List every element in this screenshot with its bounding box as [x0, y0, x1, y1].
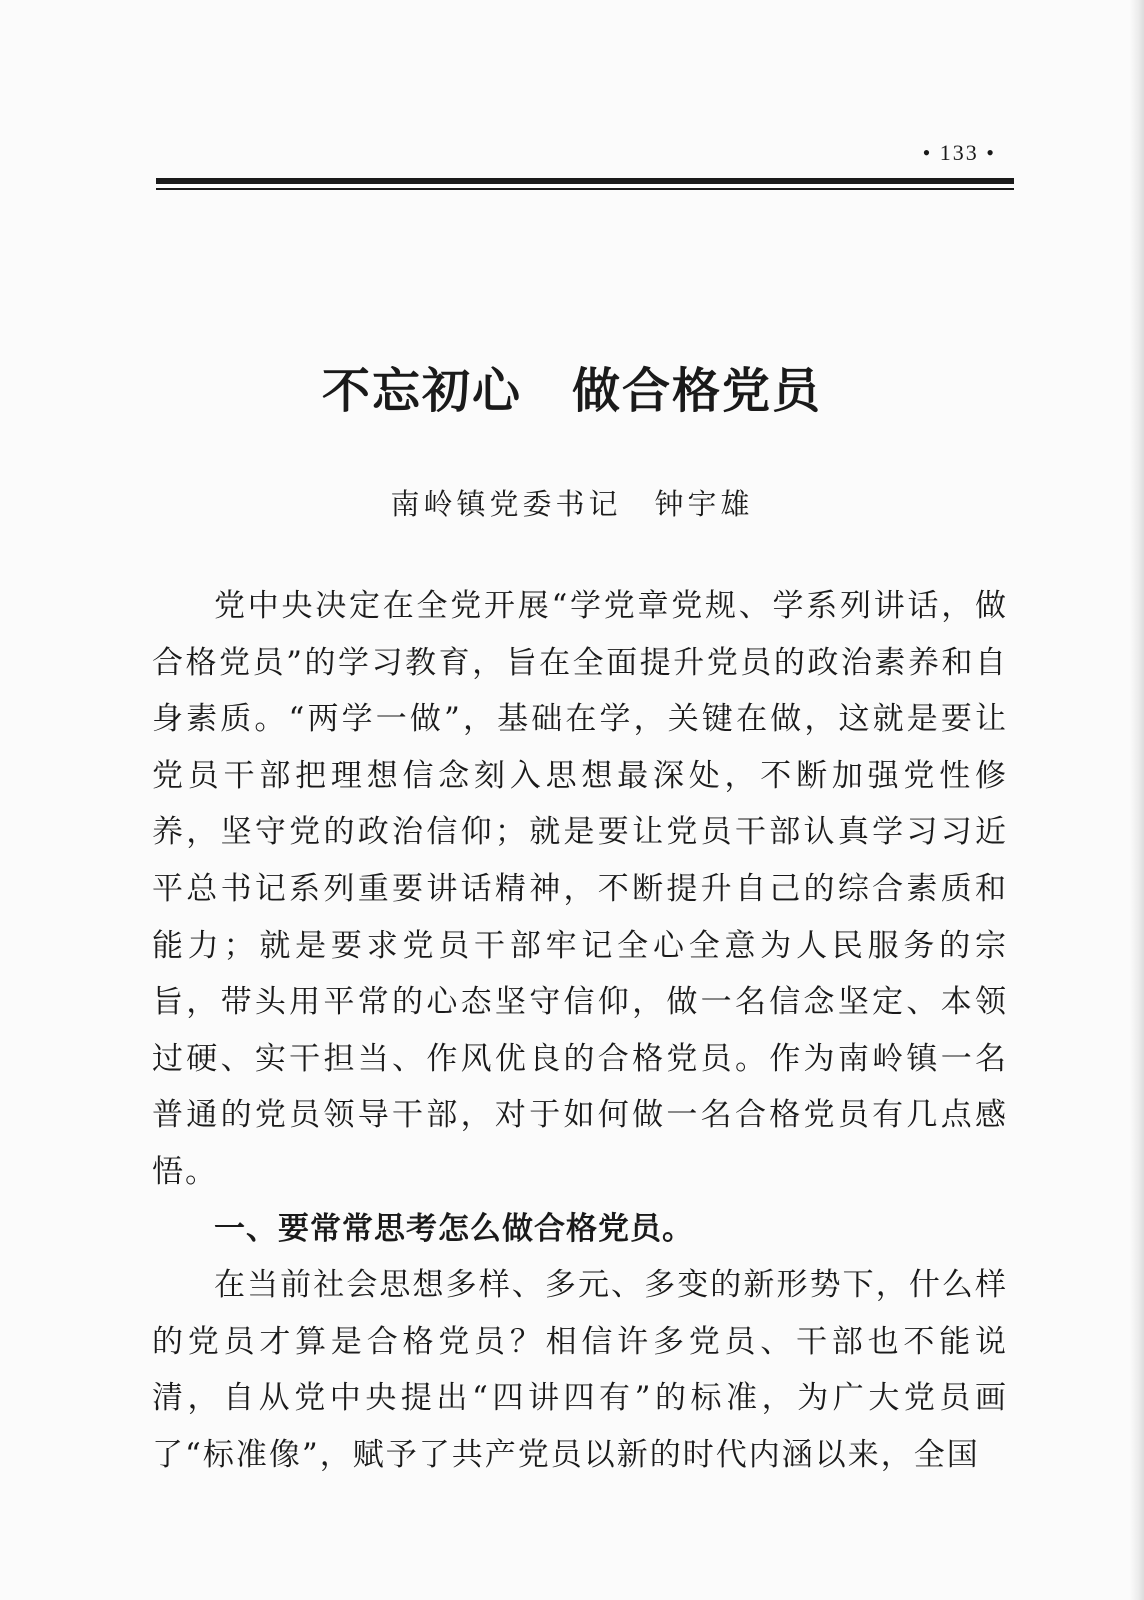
author-byline: 南岭镇党委书记 钟宇雄 — [390, 487, 754, 521]
page-number: • 133 • — [922, 140, 996, 165]
header-rule-thick — [156, 178, 1014, 184]
section-heading: 一、要常常思考怎么做合格党员。 — [214, 1210, 694, 1247]
section-paragraph: 在当前社会思想多样、多元、多变的新形势下，什么样的党员才算是合格党员？相信许多党员、干部也不能说清，自从党中央提出“四讲四有”的标准，为广大党员画了“标准像”，赋予了共产党员以新的时代内涵以来，全国 — [152, 1267, 1008, 1473]
article-body — [152, 578, 1008, 1484]
intro-paragraph: 党中央决定在全党开展“学党章党规、学系列讲话，做合格党员”的学习教育，旨在全面提升党员的政治素养和自身素质。“两学一做”，基础在学，关键在做，这就是要让党员干部把理想信念刻入思想最深处，不断加强党性修养，坚守党的政治信仰；就是要让党员干部认真学习习近平总书记系列重要讲话精神，不断提升自己的综合素质和能力；就是要求党员干部牢记全心全意为人民服务的宗旨，带头用平常的心态坚守信仰，做一名信念坚定、本领过硬、实干担当、作风优良的合格党员。作为南岭镇一名普通的党员领导干部，对于如何做一名合格党员有几点感悟。 — [152, 588, 1008, 1190]
header-rule-thin — [156, 188, 1014, 190]
article-title: 不忘初心 做合格党员 — [321, 363, 822, 419]
scan-edge — [1130, 0, 1144, 1600]
